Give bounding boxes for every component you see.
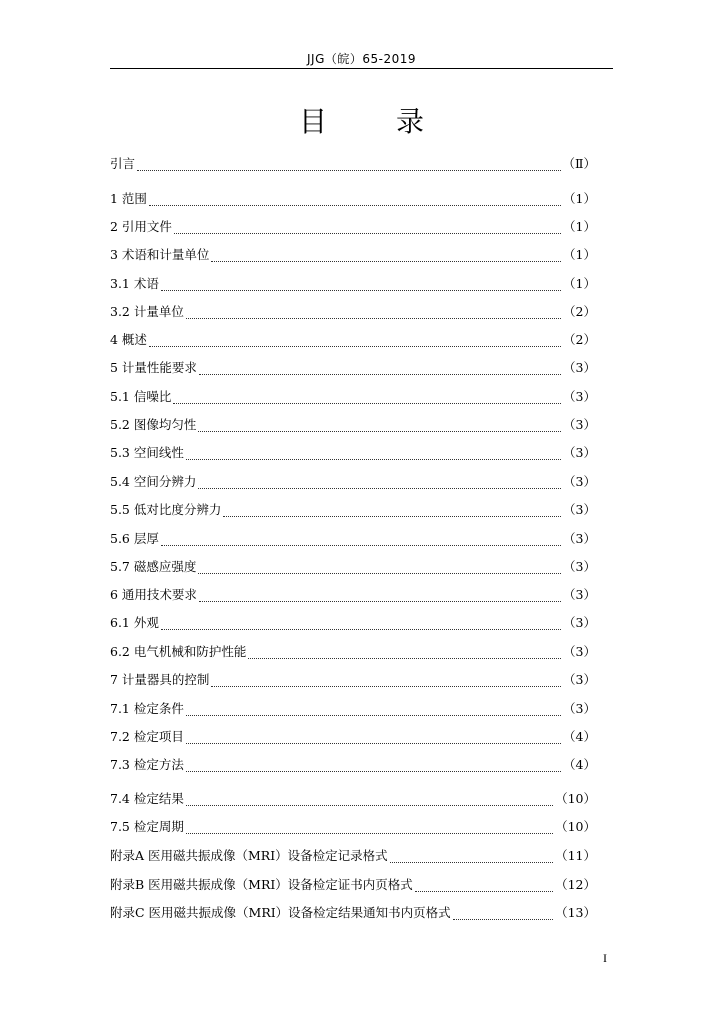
toc-label: 3.1 术语 xyxy=(110,276,159,291)
toc-entry[interactable] xyxy=(110,643,596,661)
toc-label: 附录B 医用磁共振成像（MRI）设备检定证书内页格式 xyxy=(110,877,413,892)
toc-label: 4 概述 xyxy=(110,332,147,347)
toc-entry[interactable] xyxy=(110,790,596,808)
toc-label: 5.6 层厚 xyxy=(110,531,159,546)
toc-entry[interactable] xyxy=(110,671,596,689)
toc-page: （3） xyxy=(563,701,596,716)
toc-leader xyxy=(211,249,561,262)
toc-entry[interactable] xyxy=(110,558,596,576)
toc-page: （4） xyxy=(563,729,596,744)
toc-entry[interactable] xyxy=(110,218,596,236)
toc-leader xyxy=(161,278,561,291)
toc-entry[interactable] xyxy=(110,700,596,718)
toc-leader xyxy=(149,334,561,347)
toc-entry[interactable] xyxy=(110,586,596,604)
toc-label: 7.3 检定方法 xyxy=(110,757,184,772)
toc-page: （2） xyxy=(563,304,596,319)
toc-leader xyxy=(186,306,561,319)
toc-page: （1） xyxy=(563,219,596,234)
toc-page: （3） xyxy=(563,644,596,659)
toc-leader xyxy=(199,589,561,602)
toc-entry[interactable] xyxy=(110,501,596,519)
toc-leader xyxy=(186,703,561,716)
toc-label: 7.5 检定周期 xyxy=(110,819,184,834)
toc-leader xyxy=(415,879,553,892)
toc-page: （3） xyxy=(563,615,596,630)
toc-entry[interactable] xyxy=(110,847,596,865)
toc-leader xyxy=(186,793,553,806)
toc-label: 附录A 医用磁共振成像（MRI）设备检定记录格式 xyxy=(110,848,388,863)
toc-label: 5.3 空间线性 xyxy=(110,445,184,460)
toc-page: （3） xyxy=(563,360,596,375)
toc-label: 6.2 电气机械和防护性能 xyxy=(110,644,247,659)
toc-label: 引言 xyxy=(110,156,136,171)
toc-label: 1 范围 xyxy=(110,191,147,206)
toc-entry[interactable] xyxy=(110,416,596,434)
toc-page: （12） xyxy=(555,877,596,892)
toc-page: （3） xyxy=(563,417,596,432)
toc-leader xyxy=(248,646,561,659)
toc-label: 5 计量性能要求 xyxy=(110,360,197,375)
toc-label: 3 术语和计量单位 xyxy=(110,247,210,262)
toc-entry[interactable] xyxy=(110,331,596,349)
toc-label: 5.2 图像均匀性 xyxy=(110,417,197,432)
toc-label: 5.5 低对比度分辨力 xyxy=(110,502,222,517)
toc-entry[interactable] xyxy=(110,359,596,377)
toc-entry[interactable] xyxy=(110,728,596,746)
toc-leader xyxy=(186,447,561,460)
toc-page: （3） xyxy=(563,672,596,687)
toc-page: （13） xyxy=(555,905,596,920)
toc-entry[interactable] xyxy=(110,756,596,774)
page-number: I xyxy=(603,951,607,965)
toc-label: 6 通用技术要求 xyxy=(110,587,197,602)
running-header: JJG（皖）65-2019 xyxy=(306,52,417,66)
toc-leader xyxy=(186,759,561,772)
toc-entry[interactable] xyxy=(110,444,596,462)
toc-entry[interactable] xyxy=(110,614,596,632)
toc-leader xyxy=(223,504,561,517)
toc-page: （10） xyxy=(555,819,596,834)
toc-label: 2 引用文件 xyxy=(110,219,172,234)
toc-leader xyxy=(186,731,561,744)
toc-leader xyxy=(149,193,561,206)
toc-leader xyxy=(198,476,561,489)
toc-page: （2） xyxy=(563,332,596,347)
toc-leader xyxy=(174,221,561,234)
toc-entry[interactable] xyxy=(110,275,596,293)
toc-page: （Ⅱ） xyxy=(562,156,596,171)
toc-page: （1） xyxy=(563,191,596,206)
toc-entry[interactable] xyxy=(110,190,596,208)
toc-page: （10） xyxy=(555,791,596,806)
toc-page: （3） xyxy=(563,587,596,602)
toc-label: 7.1 检定条件 xyxy=(110,701,184,716)
toc-entry[interactable] xyxy=(110,303,596,321)
toc-page: （3） xyxy=(563,502,596,517)
toc-label: 3.2 计量单位 xyxy=(110,304,184,319)
toc-label: 7.4 检定结果 xyxy=(110,791,184,806)
toc-leader xyxy=(198,561,561,574)
toc-page: （11） xyxy=(555,848,596,863)
toc-entry[interactable] xyxy=(110,876,596,894)
toc-label: 7.2 检定项目 xyxy=(110,729,184,744)
toc-page: （3） xyxy=(563,559,596,574)
toc-label: 7 计量器具的控制 xyxy=(110,672,210,687)
toc-leader xyxy=(198,419,561,432)
toc-entry[interactable] xyxy=(110,473,596,491)
toc-entry[interactable] xyxy=(110,155,596,173)
toc-leader xyxy=(161,533,561,546)
header-rule xyxy=(110,68,613,69)
toc-label: 6.1 外观 xyxy=(110,615,159,630)
toc-entry[interactable] xyxy=(110,818,596,836)
toc-page: （3） xyxy=(563,531,596,546)
toc-leader xyxy=(453,907,553,920)
page-title: 目 录 xyxy=(299,105,454,138)
toc-page: （1） xyxy=(563,247,596,262)
toc-label: 5.7 磁感应强度 xyxy=(110,559,197,574)
toc-entry[interactable] xyxy=(110,388,596,406)
toc-entry[interactable] xyxy=(110,530,596,548)
toc-leader xyxy=(211,674,561,687)
toc-leader xyxy=(137,158,560,171)
toc-leader xyxy=(199,362,561,375)
toc-entry[interactable] xyxy=(110,904,596,922)
toc-label: 附录C 医用磁共振成像（MRI）设备检定结果通知书内页格式 xyxy=(110,905,451,920)
toc-page: （3） xyxy=(563,389,596,404)
toc-leader xyxy=(161,617,561,630)
toc-leader xyxy=(173,391,561,404)
toc-entry[interactable] xyxy=(110,246,596,264)
toc-label: 5.1 信噪比 xyxy=(110,389,172,404)
toc-page: （1） xyxy=(563,276,596,291)
toc-leader xyxy=(186,821,553,834)
toc-leader xyxy=(390,850,553,863)
toc-page: （3） xyxy=(563,445,596,460)
toc-label: 5.4 空间分辨力 xyxy=(110,474,197,489)
toc-page: （3） xyxy=(563,474,596,489)
toc-page: （4） xyxy=(563,757,596,772)
